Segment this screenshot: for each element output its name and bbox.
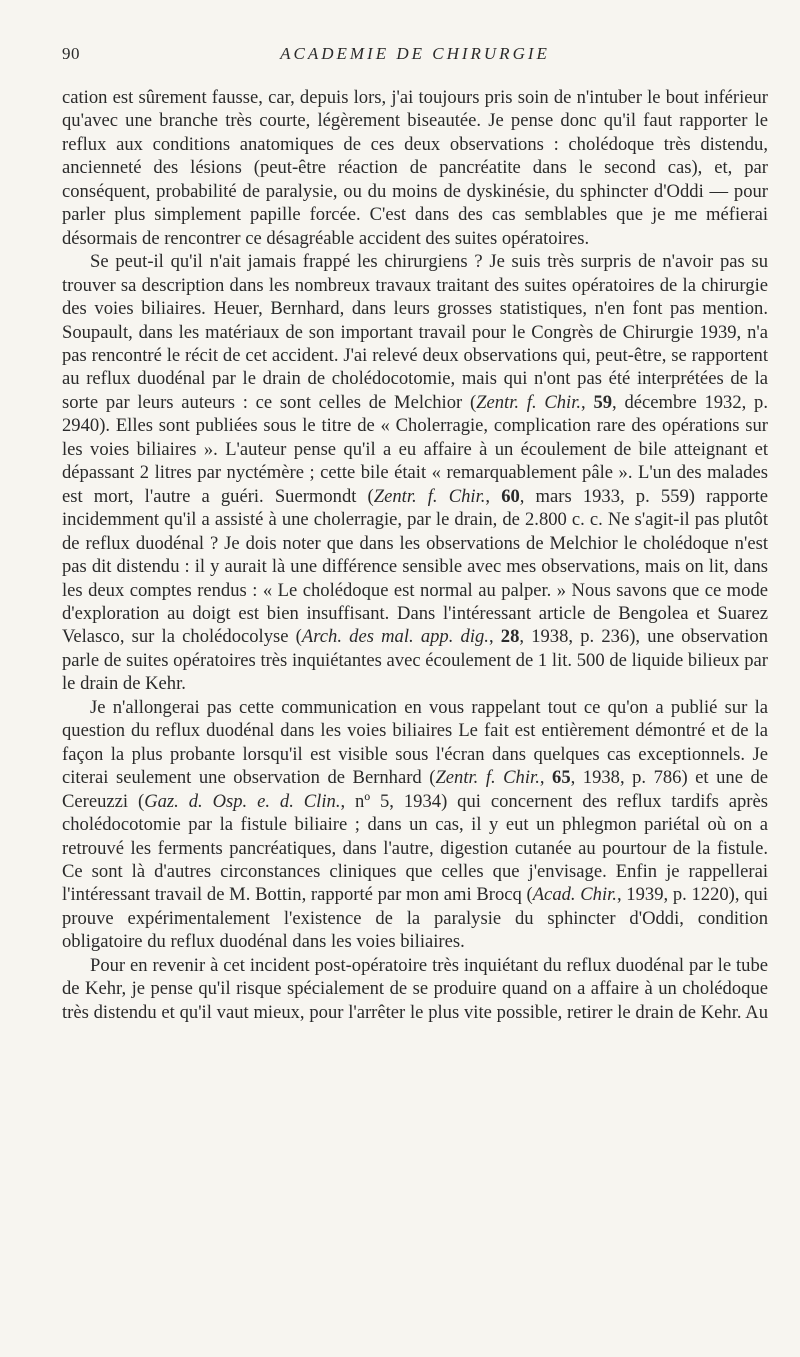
running-head: ACADEMIE DE CHIRURGIE bbox=[280, 44, 550, 63]
text-run: cation est sûrement fausse, car, depuis lors, j'ai toujours pris soin de n'intuber le bout inférieur qu'avec une branche très courte, légèrement biseautée. Je pense donc qu'il faut rapporter le reflux aux conditions anatomiques de ces deux observations : cholédoque très distendu, ancienneté des lésions (peut-être réaction de pancréatite dans le second cas), et, par conséquent, probabilité de paralysie, ou du moins de dyskinésie, du sphincter d'Oddi — pour parler plus simplement papille forcée. C'est dans des cas semblables que je me méfierai désormais de rencontrer ce désagréable accident des suites opératoires. bbox=[62, 87, 768, 249]
text-run: , décembre 1932, p. 2940). Elles sont publiées sous le titre de « Cholerragie, complication rare des opérations sur les voies biliaires ». L'auteur pense qu'il a eu affaire à un écoulement de bile atteignant et dépassant 2 litres par nyctémère ; cette bile était « remarquablement pâle ». L'un des malades est mort, l'autre a guéri. Suermondt ( bbox=[62, 391, 768, 507]
text-run: Se peut-il qu'il n'ait jamais frappé les chirurgiens ? Je suis très surpris de n'avoir pas su trouver sa description dans les nombreux travaux traitant des suites opératoires de la chirurgie des voies biliaires. Heuer, Bernhard, dans leurs grosses statistiques, n'en font pas mention. Soupault, dans les matériaux de son important travail pour le Congrès de Chirurgie 1939, n'a pas rencontré le récit de cet accident. J'ai relevé deux observations qui, peut-être, se rapportent au reflux duodénal par le drain de cholédocotomie, mais qui n'ont pas été interprétées de la sorte par leurs auteurs : ce sont celles de Melchior ( bbox=[62, 251, 768, 413]
citation-title: Zentr. f. Chir. bbox=[435, 767, 540, 789]
text-run: , mars 1933, p. 559) rapporte incidemment qu'il a assisté à une cholerragie, par le drain, de 2.800 c. c. Ne s'agit-il pas plutôt de reflux duodénal ? Je dois noter que dans les observations de Melchior le cholédoque n'est pas dit distendu : il y aurait là une différence sensible avec mes observations, mais on lit, dans les deux comptes rendus : « Le cholédoque est normal au palper. » Nous savons que ce mode d'exploration au doigt est bien insuffisant. Dans l'intéressant article de Bengolea et Suarez Velasco, sur la cholédocolyse ( bbox=[62, 485, 769, 648]
text-run: , bbox=[539, 767, 553, 789]
volume-number: 60 bbox=[501, 485, 520, 507]
text-run: , 1939, p. 1220), qui prouve expérimentalement l'existence de la paralysie du sphincter d'Oddi, condition obligatoire du reflux duodénal dans les voies biliaires. bbox=[62, 884, 768, 953]
citation-title: Zentr. f. Chir. bbox=[373, 485, 486, 507]
volume-number: 65 bbox=[552, 767, 571, 789]
text-run: , bbox=[581, 391, 594, 413]
paragraph bbox=[62, 250, 768, 696]
paragraph bbox=[62, 954, 768, 1024]
paragraph bbox=[62, 86, 768, 250]
text-run: , 1938, p. 786) et une de Cereuzzi ( bbox=[62, 767, 769, 812]
paragraph bbox=[62, 696, 768, 954]
document-page bbox=[62, 40, 768, 1340]
text-run: , nº 5, 1934) qui concernent des reflux tardifs après cholédocotomie par la fistule biliaire ; dans un cas, il y eut un phlegmon pariétal où on a retrouvé les ferments pancréatiques, dans l'autre, digestion cutanée au pourtour de la fistule. Ce sont là d'autres circonstances cliniques que celles que j'envisage. Enfin je rappellerai l'intéressant travail de M. Bottin, rapporté par mon ami Brocq ( bbox=[62, 790, 768, 906]
page-number: 90 bbox=[62, 44, 80, 63]
text-run: Pour en revenir à cet incident post-opératoire très inquiétant du reflux duodénal par le tube de Kehr, je pense qu'il risque spécialement de se produire quand on a affaire à un cholédoque très distendu et qu'il vaut mieux, pour l'arrêter le plus vite possible, retirer le drain de Kehr. Au bbox=[62, 954, 768, 1023]
text-run: , 1938, p. 236), une observation parle de suites opératoires très inquiétantes avec écoulement de 1 lit. 500 de liquide bilieux par le drain de Kehr. bbox=[62, 626, 769, 695]
text-run: Je n'allongerai pas cette communication en vous rappelant tout ce qu'on a publié sur la question du reflux duodénal dans les voies biliaires Le fait est entièrement démontré et de la façon la plus probante lorsqu'il est visible sous l'écran dans quelques cas exceptionnels. Je citerai seulement une observation de Bernhard ( bbox=[62, 696, 768, 789]
citation-title: Gaz. d. Osp. e. d. Clin. bbox=[144, 790, 341, 812]
page-header bbox=[62, 40, 768, 70]
citation-title: Zentr. f. Chir. bbox=[476, 391, 582, 413]
citation-title: Acad. Chir. bbox=[532, 884, 617, 906]
text-run: , bbox=[488, 626, 501, 648]
citation-title: Arch. des mal. app. dig. bbox=[301, 626, 489, 648]
volume-number: 28 bbox=[500, 626, 520, 648]
body-text bbox=[62, 86, 768, 1024]
volume-number: 59 bbox=[593, 391, 613, 413]
text-run: , bbox=[485, 485, 502, 507]
